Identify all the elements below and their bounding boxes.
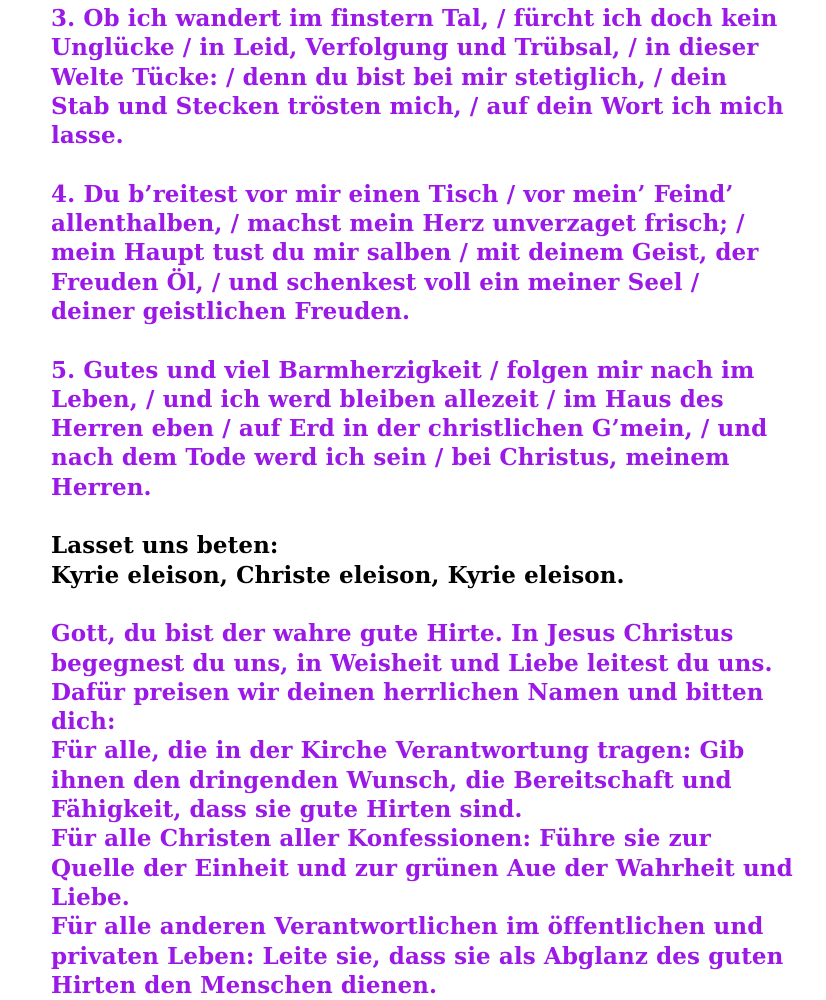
kyrie-line: Kyrie eleison, Christe eleison, Kyrie eleison. — [51, 561, 625, 589]
document-page — [51, 4, 811, 1000]
stanza-line: Herren eben / auf Erd in der christlichen G’mein, / und — [51, 415, 768, 443]
prayer-heading — [51, 531, 811, 590]
stanza-line: 4. Du b’reitest vor mir einen Tisch / vor mein’ Feind’ — [51, 180, 734, 208]
intercessions — [51, 619, 811, 1000]
paragraph-gap — [51, 502, 811, 531]
intercession-line: Dafür preisen wir deinen herrlichen Namen und bitten — [51, 678, 764, 706]
stanza-line: deiner geistlichen Freuden. — [51, 297, 411, 325]
stanza-line: Welte Tücke: / denn du bist bei mir stetiglich, / dein — [51, 63, 728, 91]
intercession-line: Hirten den Menschen dienen. — [51, 971, 438, 999]
intercession-line: dich: — [51, 708, 116, 736]
stanza-line: Unglücke / in Leid, Verfolgung und Trübsal, / in dieser — [51, 34, 759, 62]
stanza-line: Freuden Öl, / und schenkest voll ein meiner Seel / — [51, 268, 700, 296]
stanza-line: lasse. — [51, 122, 124, 150]
stanza-line: allenthalben, / machst mein Herz unverzaget frisch; / — [51, 210, 745, 238]
intercession-line: Quelle der Einheit und zur grünen Aue der Wahrheit und — [51, 854, 793, 882]
intercession-line: Gott, du bist der wahre gute Hirte. In Jesus Christus — [51, 620, 734, 648]
hymn-stanza-3 — [51, 4, 811, 150]
stanza-line: mein Haupt tust du mir salben / mit deinem Geist, der — [51, 239, 759, 267]
stanza-line: Stab und Stecken trösten mich, / auf dein Wort ich mich — [51, 92, 784, 120]
intercession-line: privaten Leben: Leite sie, dass sie als Abglanz des guten — [51, 942, 784, 970]
intercession-line: begegnest du uns, in Weisheit und Liebe leitest du uns. — [51, 649, 773, 677]
hymn-stanza-4 — [51, 180, 811, 326]
stanza-line: Leben, / und ich werd bleiben allezeit / im Haus des — [51, 385, 724, 413]
paragraph-gap — [51, 150, 811, 179]
stanza-line: nach dem Tode werd ich sein / bei Christus, meinem — [51, 444, 730, 472]
paragraph-gap — [51, 590, 811, 619]
intercession-line: Liebe. — [51, 883, 130, 911]
stanza-line: 3. Ob ich wandert im finstern Tal, / fürcht ich doch kein — [51, 5, 778, 32]
intercession-line: Fähigkeit, dass sie gute Hirten sind. — [51, 796, 523, 824]
hymn-stanza-5 — [51, 356, 811, 502]
intercession-line: Für alle Christen aller Konfessionen: Führe sie zur — [51, 825, 711, 853]
prayer-invitation: Lasset uns beten: — [51, 532, 279, 560]
intercession-line: Für alle anderen Verantwortlichen im öffentlichen und — [51, 913, 764, 941]
intercession-line: ihnen den dringenden Wunsch, die Bereitschaft und — [51, 766, 732, 794]
stanza-line: Herren. — [51, 473, 152, 501]
paragraph-gap — [51, 326, 811, 355]
stanza-line: 5. Gutes und viel Barmherzigkeit / folgen mir nach im — [51, 356, 755, 384]
intercession-line: Für alle, die in der Kirche Verantwortung tragen: Gib — [51, 737, 745, 765]
